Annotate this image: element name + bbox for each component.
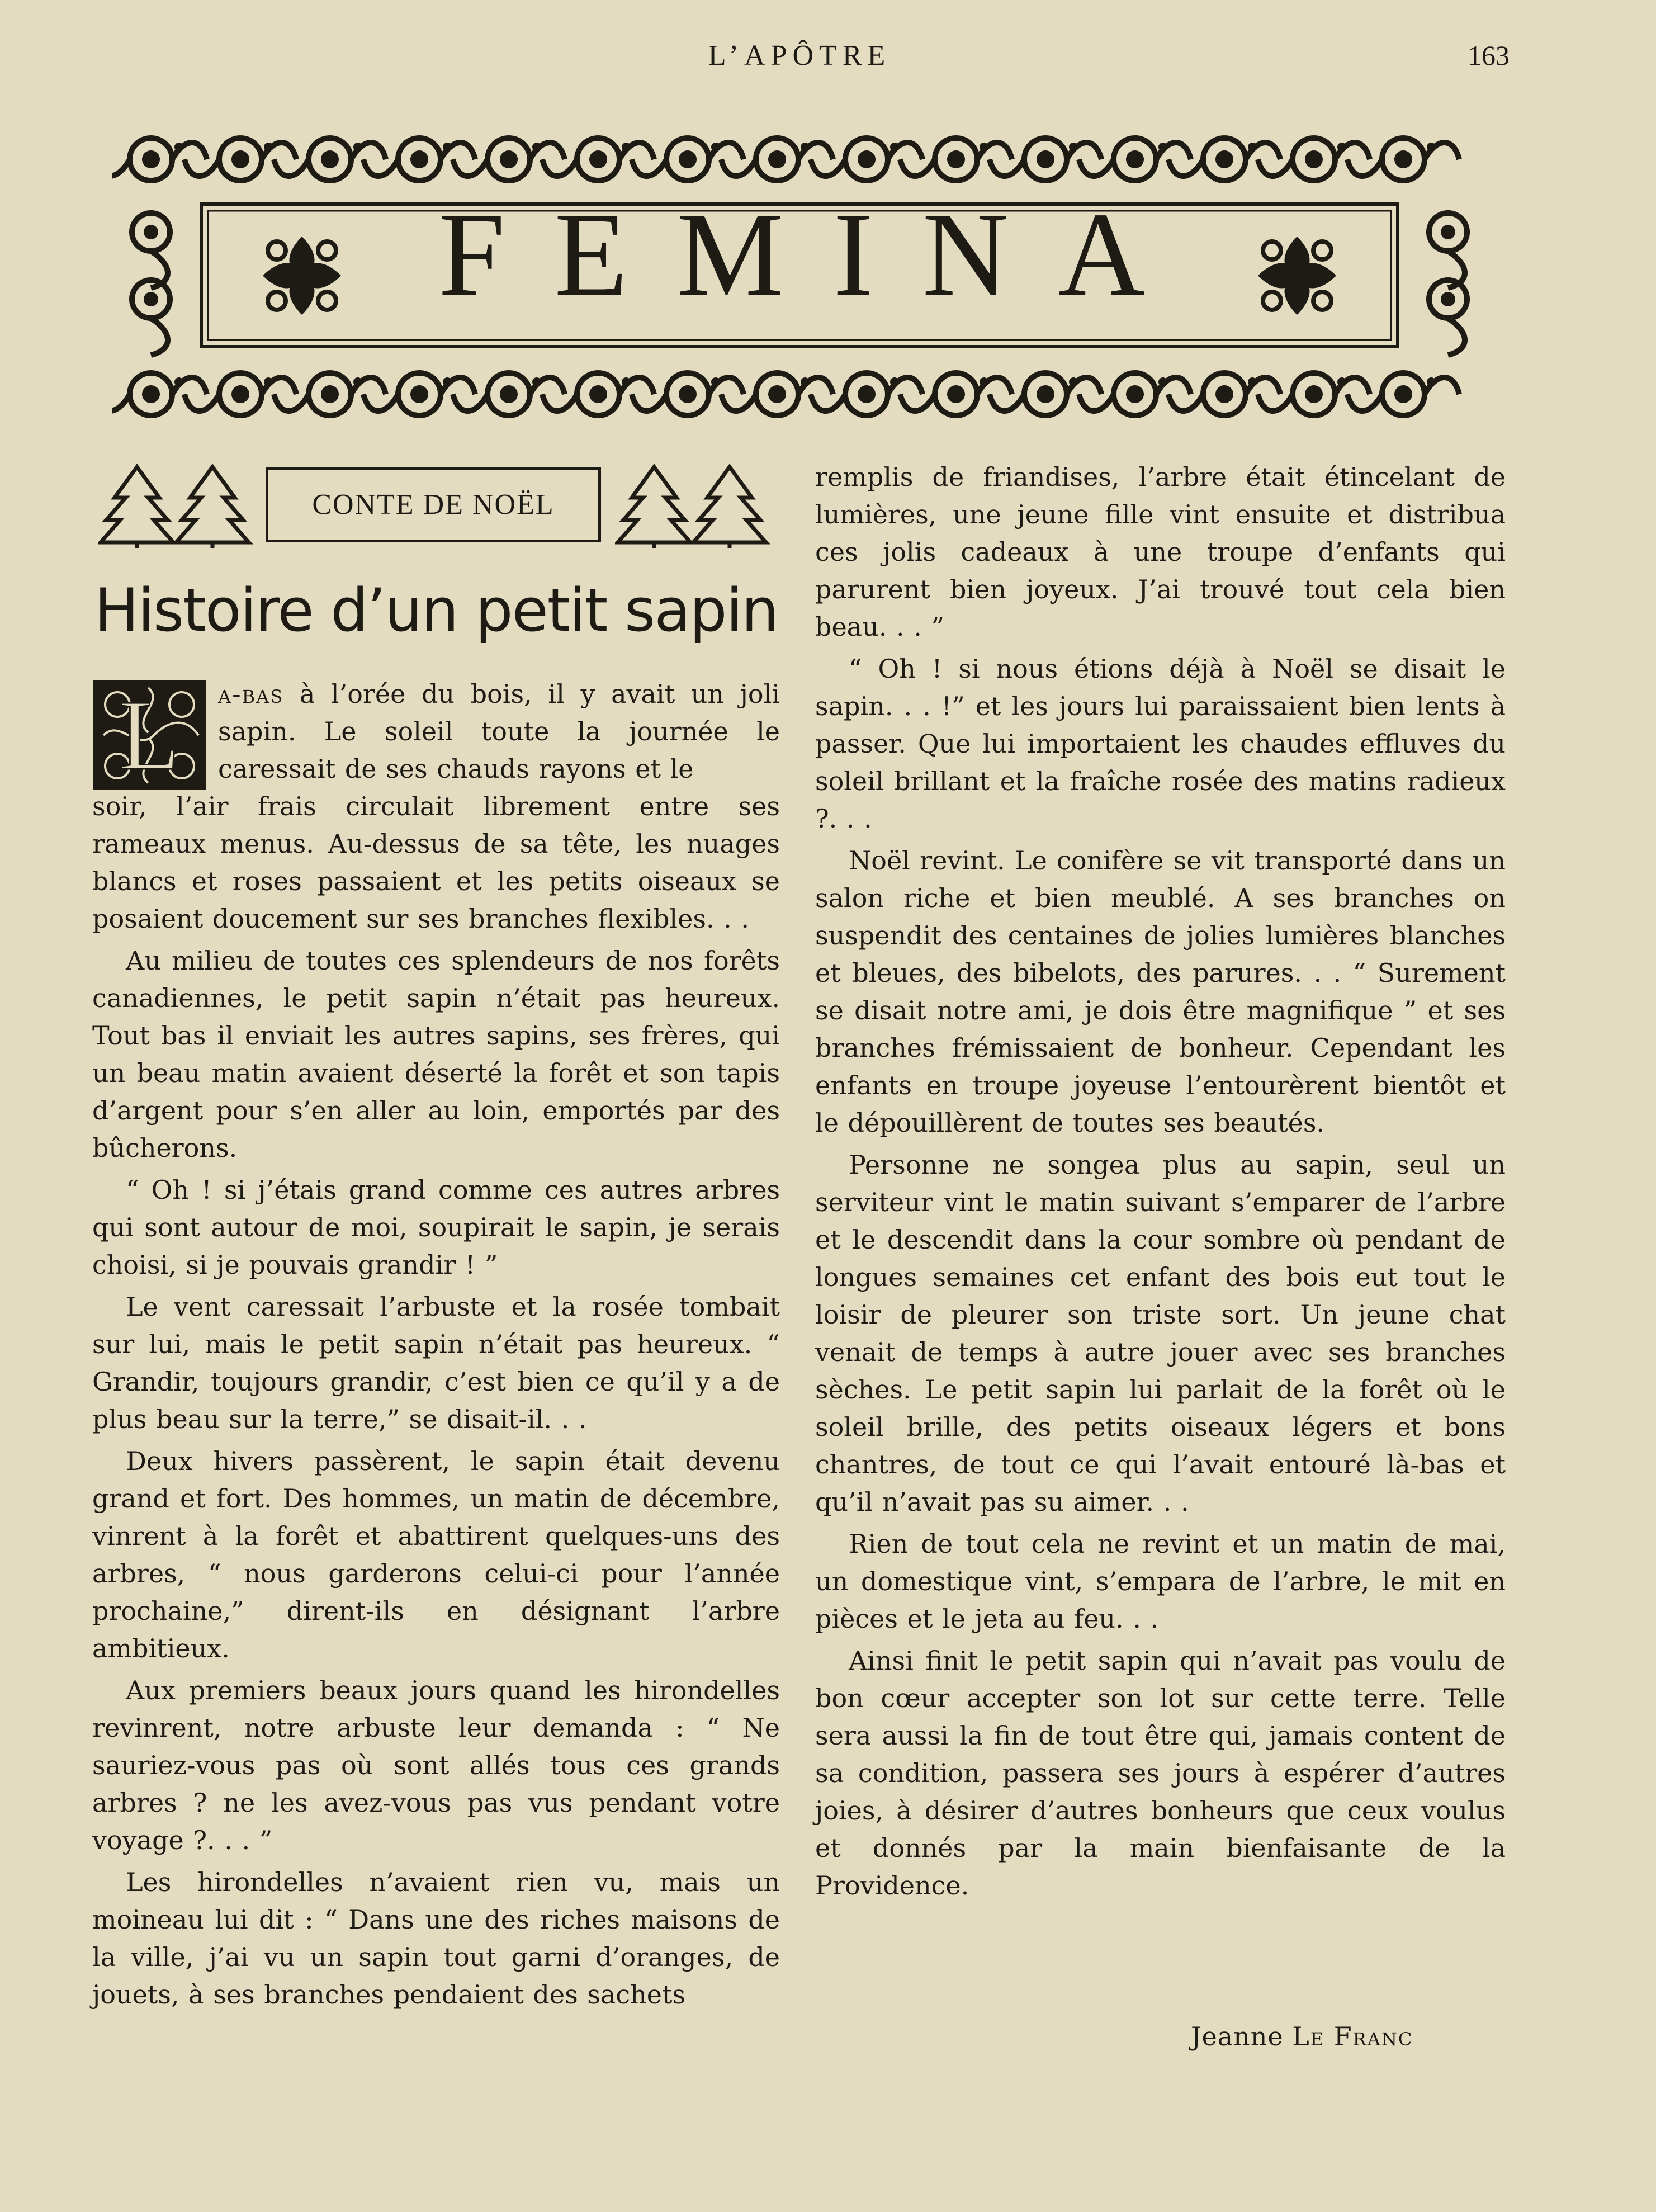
story-subtitle: CONTE DE NOËL bbox=[266, 467, 601, 542]
opening-smallcaps: a-bas bbox=[218, 679, 284, 709]
journal-name: L’APÔTRE bbox=[708, 40, 891, 72]
opening-text: à l’orée du bois, il y avait un joli sapin. Le soleil toute la journée le caressait de ses chauds rayons et le bbox=[218, 679, 780, 784]
paragraph: soir, l’air frais circulait librement entre ses rameaux menus. Au-dessus de sa tête, les nuages blancs et roses passaient et les petits oiseaux se posaient doucement sur ses branches flexibles. . . bbox=[92, 791, 780, 934]
paragraph: Aux premiers beaux jours quand les hirondelles revinrent, notre arbuste leur demanda : “ Ne sauriez-vous pas où sont allés tous ces grands arbres ? ne les avez-vous pas vus pendant votre voyage ?. . . ” bbox=[92, 1675, 780, 1855]
paragraph: Personne ne songea plus au sapin, seul un serviteur vint le matin suivant s’emparer de l’arbre et le descendit dans la cour sombre où pendant de longues semaines cet enfant des bois eut tout le loisir de pleurer son triste sort. Un jeune chat venait de temps à autre jouer avec ses branches sèches. Le petit sapin lui parlait de la forêt où le soleil brille, des petits oiseaux légers et bons chantres, de tout ce qui l’avait entouré là-bas et qu’il n’avait pas su aimer. . . bbox=[815, 1150, 1506, 1517]
paragraph: Le vent caressait l’arbuste et la rosée tombait sur lui, mais le petit sapin n’était pas heureux. “ Grandir, toujours grandir, c’est bien ce qu’il y a de plus beau sur la terre,” se disait-il. . . bbox=[92, 1292, 780, 1434]
left-column bbox=[92, 788, 780, 2014]
author-last-name: Le Franc bbox=[1292, 2021, 1413, 2052]
paragraph: Deux hivers passèrent, le sapin était devenu grand et fort. Des hommes, un matin de décembre, vinrent à la forêt et abattirent quelques-uns des arbres, “ nous garderons celui-ci pour l’année prochaine,” dirent-ils en désignant l’arbre ambitieux. bbox=[92, 1446, 780, 1663]
paragraph: Noël revint. Le conifère se vit transporté dans un salon riche et bien meublé. A ses branches on suspendit des centaines de jolies lumières blanches et bleues, des bibelots, des parures. . . “ Surement se disait notre ami, je dois être magnifique ” et ses branches frémissaient de bonheur. Cependant les enfants en troupe joyeuse l’entourèrent bientôt et le dépouillèrent de toutes ses beautés. bbox=[815, 845, 1506, 1138]
page-number: 163 bbox=[1468, 40, 1510, 71]
fir-tree-icon bbox=[615, 464, 772, 548]
dropcap-letter: L bbox=[119, 679, 180, 791]
paragraph: remplis de friandises, l’arbre était étincelant de lumières, une jeune fille vint ensuite et distribua ces jolis cadeaux à une troupe d’enfants qui parurent bien joyeux. J’ai trouvé tout cela bien beau. . . ” bbox=[815, 462, 1506, 642]
paragraph: Ainsi finit le petit sapin qui n’avait pas voulu de bon cœur accepter son lot sur cette terre. Telle sera aussi la fin de tout être qui, jamais content de sa condition, passera ses jours à espérer d’autres joies, à désirer d’autres bonheurs que ceux voulus et donnés par la main bienfaisante de la Providence. bbox=[815, 1646, 1506, 1901]
masthead-title: FEMINA bbox=[438, 187, 1195, 321]
paragraph: Rien de tout cela ne revint et un matin de mai, un domestique vint, s’empara de l’arbre, le mit en pièces et le jeta au feu. . . bbox=[815, 1529, 1506, 1634]
fir-tree-icon bbox=[98, 464, 254, 548]
floral-dropcap-icon bbox=[92, 679, 207, 791]
running-head bbox=[89, 39, 1510, 89]
masthead bbox=[112, 120, 1487, 433]
author-first-name: Jeanne bbox=[1191, 2021, 1284, 2052]
paragraph: Au milieu de toutes ces splendeurs de nos forêts canadiennes, le petit sapin n’était pas heureux. Tout bas il enviait les autres sapins, ses frères, qui un beau matin avaient déserté la forêt et son tapis d’argent pour s’en aller au loin, emportés par des bûcherons. bbox=[92, 946, 780, 1163]
story-header bbox=[92, 459, 780, 559]
paragraph: Les hirondelles n’avaient rien vu, mais un moineau lui dit : “ Dans une des riches maisons de la ville, j’ai vu un sapin tout garni d’oranges, de jouets, à ses branches pendaient des sachets bbox=[92, 1867, 780, 2010]
opening-paragraph bbox=[218, 675, 780, 788]
story-title: Histoire d’un petit sapin bbox=[94, 576, 778, 645]
author-signature bbox=[1191, 2021, 1526, 2052]
right-column bbox=[815, 459, 1506, 1904]
paragraph: “ Oh ! si nous étions déjà à Noël se disait le sapin. . . !” et les jours lui paraissaient bien lents à passer. Que lui importaient les chaudes effluves du soleil brillant et la fraîche rosée des matins radieux ?. . . bbox=[815, 654, 1506, 834]
paragraph: “ Oh ! si j’étais grand comme ces autres arbres qui sont autour de moi, soupirait le sapin, je serais choisi, si je pouvais grandir ! ” bbox=[92, 1175, 780, 1280]
